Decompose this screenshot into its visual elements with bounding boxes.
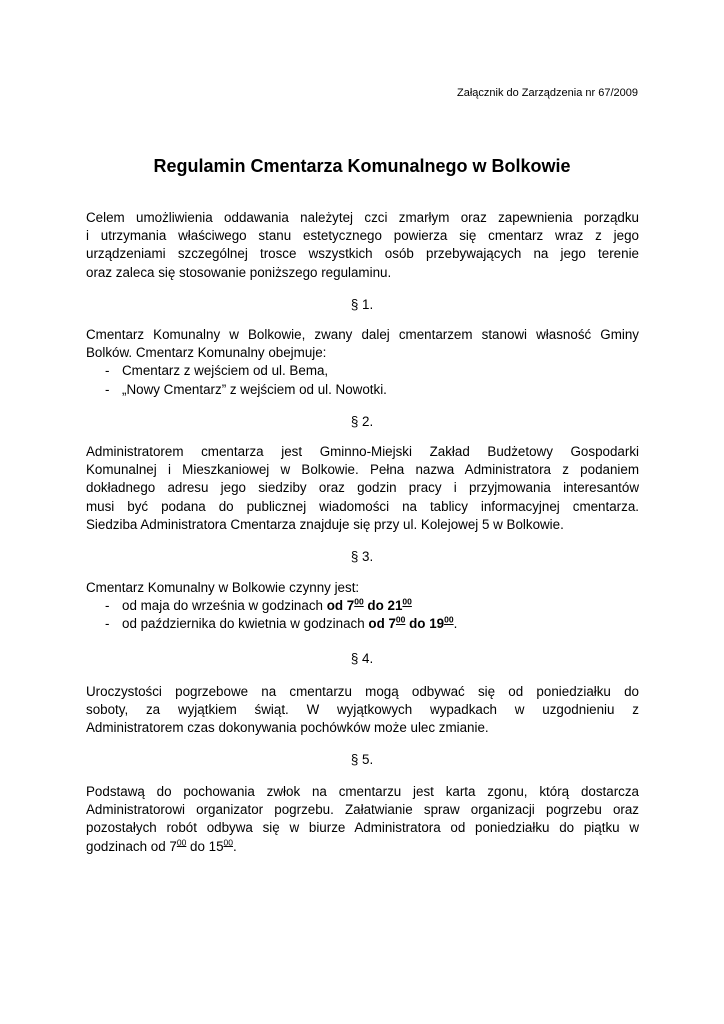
hours-summer-text <box>122 597 639 615</box>
section-2-line: Administratorem cmentarza jest Gminno-Miejski Zakład Budżetowy Gospodarki <box>86 444 639 459</box>
hours-winter-label: od października do kwietnia w godzinach <box>122 616 369 632</box>
section-4-line: Administratorem czas dokonywania pochówków może ulec zmianie. <box>86 720 489 736</box>
hours-summer-from-value: od 7 <box>326 598 355 614</box>
intro-line: oraz zaleca się stosowanie poniższego regulaminu. <box>86 264 392 280</box>
hours-summer-to-value: do 21 <box>363 598 403 614</box>
section-1-mark: § 1. <box>350 297 374 312</box>
section-4-body <box>86 683 639 738</box>
hours-winter-to-minutes: 00 <box>444 614 454 625</box>
section-3-body <box>86 579 639 634</box>
intro-line: urządzeniami szczególnej trosce wszystkich osób przebywających na jego terenie <box>86 246 639 262</box>
section-1-body <box>86 326 639 399</box>
section-3-lead: Cmentarz Komunalny w Bolkowie czynny jest: <box>86 580 360 595</box>
hours-winter-from-value: od 7 <box>368 616 396 632</box>
section-2-line: musi być podana do publicznej wiadomości na tablicy informacyjnej cmentarza. <box>86 498 639 514</box>
annex-header: Załącznik do Zarządzenia nr 67/2009 <box>457 87 638 99</box>
section-5-hours-from-minutes: 00 <box>176 837 187 848</box>
intro-line: i utrzymania właściwego stanu estetycznego powierza się cmentarz wraz z jego <box>86 228 639 244</box>
section-5-line: pozostałych robót odbywa się w biurze Administratora od poniedziałku do piątku w <box>86 820 639 836</box>
intro-line: Celem umożliwienia oddawania należytej czci zmarłym oraz zapewnienia porządku <box>86 210 639 225</box>
section-5-line: Administratorowi organizator pogrzebu. Załatwianie spraw organizacji pogrzebu oraz <box>86 802 639 818</box>
section-4-line: soboty, za wyjątkiem świąt. W wyjątkowych wypadkach w uzgodnieniu z <box>86 702 639 718</box>
section-3-mark: § 3. <box>350 549 374 564</box>
hours-winter-end: . <box>453 616 458 632</box>
section-4-line: Uroczystości pogrzebowe na cmentarzu mogą odbywać się od poniedziałku do <box>86 684 639 699</box>
list-dash: - <box>105 598 110 614</box>
hours-summer-to-minutes: 00 <box>402 596 412 607</box>
section-1-line: Cmentarz Komunalny w Bolkowie, zwany dalej cmentarzem stanowi własność Gminy <box>86 327 639 342</box>
hours-summer <box>86 597 639 615</box>
list-item <box>86 362 639 380</box>
hours-winter <box>86 615 639 633</box>
hours-summer-label: od maja do września w godzinach <box>122 598 327 614</box>
section-4-mark: § 4. <box>350 651 374 666</box>
section-5-last-line <box>86 838 639 856</box>
list-dash: - <box>105 363 110 379</box>
hours-winter-from <box>368 616 453 631</box>
hours-summer-from-minutes: 00 <box>354 596 364 607</box>
section-5-hours-from: godzinach od 7 <box>86 838 177 854</box>
intro-paragraph <box>86 209 639 282</box>
section-5-end: . <box>233 838 237 854</box>
list-item-text: „Nowy Cmentarz” z wejściem od ul. Nowotki. <box>122 381 387 397</box>
section-2-line: Komunalnej i Mieszkaniowej w Bolkowie. Pełna nazwa Administratora z podaniem <box>86 462 639 478</box>
section-2-line: Siedziba Administratora Cmentarza znajduje się przy ul. Kolejowej 5 w Bolkowie. <box>86 516 564 532</box>
section-5-line: Podstawą do pochowania zwłok na cmentarzu jest karta zgonu, którą dostarcza <box>86 784 639 799</box>
hours-winter-to-value: do 19 <box>405 616 445 632</box>
hours-summer-from <box>327 598 412 613</box>
list-dash: - <box>105 616 110 632</box>
section-2-body <box>86 443 639 534</box>
list-dash: - <box>105 381 110 397</box>
list-item-text: Cmentarz z wejściem od ul. Bema, <box>122 363 329 379</box>
list-item <box>86 381 639 399</box>
section-2-mark: § 2. <box>350 414 374 429</box>
section-5-mark: § 5. <box>350 752 374 767</box>
section-5-body <box>86 783 639 856</box>
page-title: Regulamin Cmentarza Komunalnego w Bolkowie <box>153 156 571 176</box>
hours-winter-text <box>122 615 639 633</box>
section-5-hours-to: do 15 <box>186 838 224 854</box>
section-1-line: Bolków. Cmentarz Komunalny obejmuje: <box>86 345 327 361</box>
section-2-line: dokładnego adresu jego siedziby oraz godzin pracy i przyjmowania interesantów <box>86 480 639 496</box>
section-5-hours-to-minutes: 00 <box>223 837 234 848</box>
hours-winter-from-minutes: 00 <box>395 614 406 625</box>
